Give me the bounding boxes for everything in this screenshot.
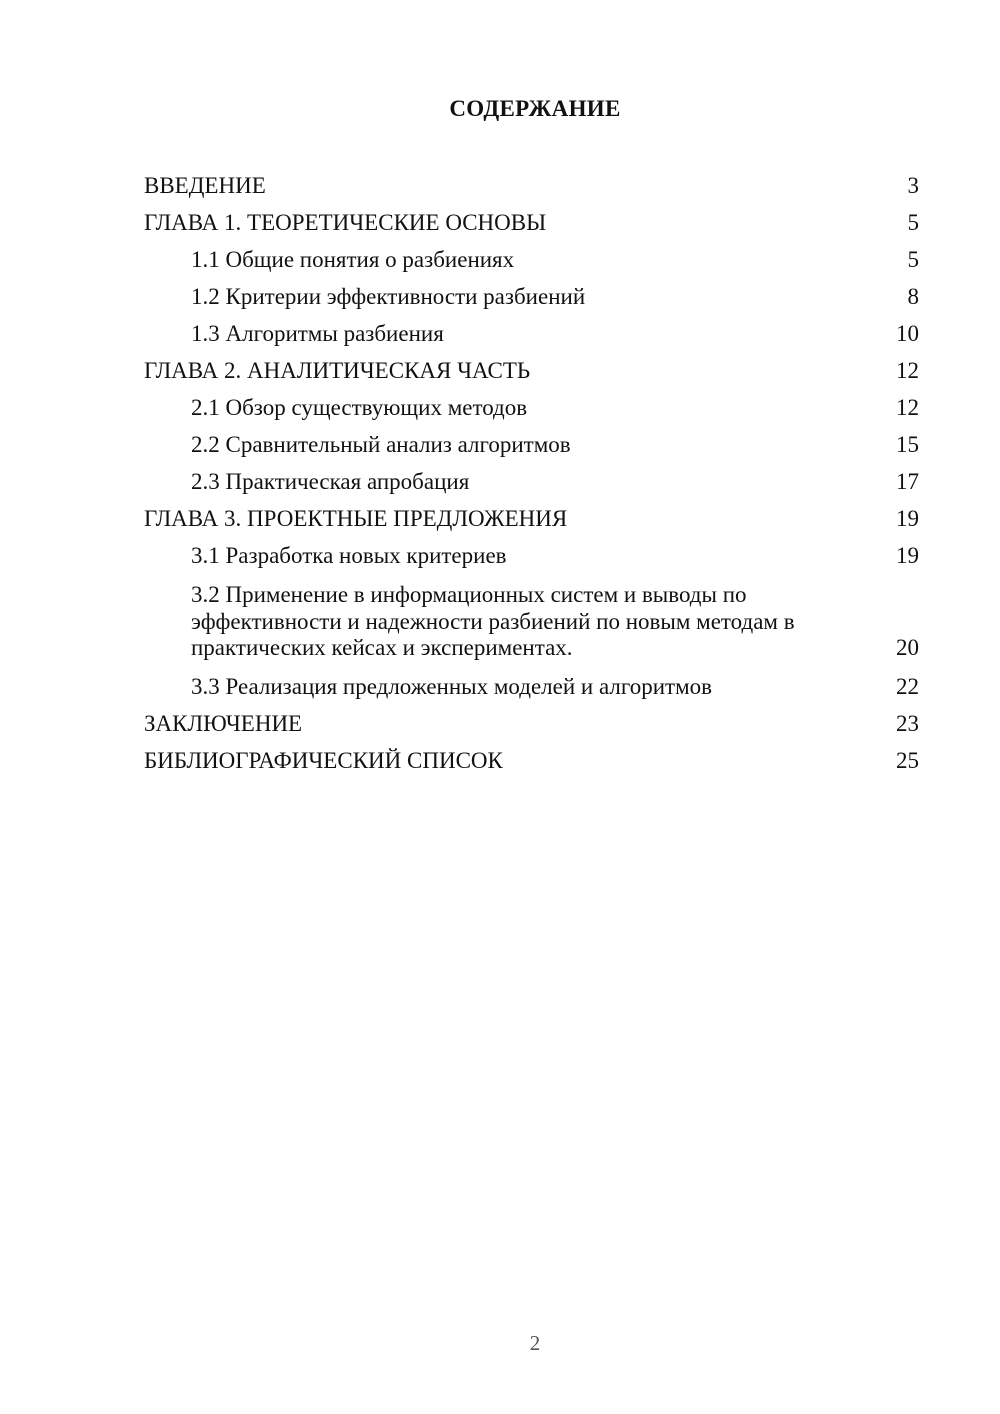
toc-title: СОДЕРЖАНИЕ	[449, 96, 621, 121]
toc-entry-page: 5	[907, 210, 919, 235]
toc-entry-section-2-1	[144, 389, 919, 426]
toc-entry-label: ЗАКЛЮЧЕНИЕ	[144, 710, 303, 736]
toc-entry-label: 1.3 Алгоритмы разбиения	[191, 321, 444, 346]
toc-entry-label: 3.2 Применение в информационных систем и выводы по эффективности и надежности разбиений по новым методам в практических кейсах и экспериментах.	[191, 582, 795, 660]
toc-entry-section-2-2	[144, 426, 919, 463]
toc-entry-chapter-3	[144, 500, 919, 537]
toc-entry-chapter-2	[144, 352, 919, 389]
toc-entry-page: 12	[896, 358, 919, 383]
toc-entry-section-1-1	[144, 241, 919, 278]
toc-entry-label: 1.1 Общие понятия о разбиениях	[191, 247, 515, 272]
toc-entry-page: 25	[896, 747, 919, 773]
toc-entry-page: 12	[896, 395, 919, 420]
toc-entry-page: 15	[896, 432, 919, 457]
toc-entry-page: 3	[907, 173, 919, 198]
toc-entry-section-1-2	[144, 278, 919, 315]
toc-entry-page: 23	[896, 710, 919, 736]
toc-entry-label: 1.2 Критерии эффективности разбиений	[191, 284, 586, 309]
toc-entry-page: 19	[896, 543, 919, 568]
toc-entry-label: ГЛАВА 2. АНАЛИТИЧЕСКАЯ ЧАСТЬ	[144, 358, 531, 383]
toc-entry-page: 19	[896, 506, 919, 531]
toc-entry-section-3-3	[144, 668, 919, 705]
toc-entry-page: 8	[907, 284, 919, 309]
toc-entry-label: ГЛАВА 1. ТЕОРЕТИЧЕСКИЕ ОСНОВЫ	[144, 210, 547, 235]
toc-entry-page: 22	[896, 673, 919, 699]
toc-entry-bibliography	[144, 742, 919, 779]
toc-entry-page: 20	[896, 635, 919, 660]
toc-entry-label: ГЛАВА 3. ПРОЕКТНЫЕ ПРЕДЛОЖЕНИЯ	[144, 506, 568, 531]
toc-entry-section-1-3	[144, 315, 919, 352]
page-number: 2	[529, 1331, 541, 1355]
toc-entry-page: 5	[907, 247, 919, 272]
toc-entry-label: 2.2 Сравнительный анализ алгоритмов	[191, 432, 571, 457]
toc-entry-section-2-3	[144, 463, 919, 500]
toc-entry-section-3-2	[144, 574, 919, 668]
toc-entry-chapter-1	[144, 204, 919, 241]
toc-entry-label: 3.1 Разработка новых критериев	[191, 543, 507, 568]
toc-entry-page: 10	[896, 321, 919, 346]
toc-entry-section-3-1	[144, 537, 919, 574]
toc-entry-label: 3.3 Реализация предложенных моделей и алгоритмов	[191, 673, 712, 699]
toc-entry-conclusion	[144, 705, 919, 742]
toc-entry-label: ВВЕДЕНИЕ	[144, 173, 266, 198]
toc-entry-label: 2.1 Обзор существующих методов	[191, 395, 528, 420]
toc-entry-introduction	[144, 167, 919, 204]
toc-entry-label: БИБЛИОГРАФИЧЕСКИЙ СПИСОК	[144, 747, 503, 773]
table-of-contents	[144, 167, 919, 779]
toc-entry-label: 2.3 Практическая апробация	[191, 469, 470, 494]
toc-entry-page: 17	[896, 469, 919, 494]
